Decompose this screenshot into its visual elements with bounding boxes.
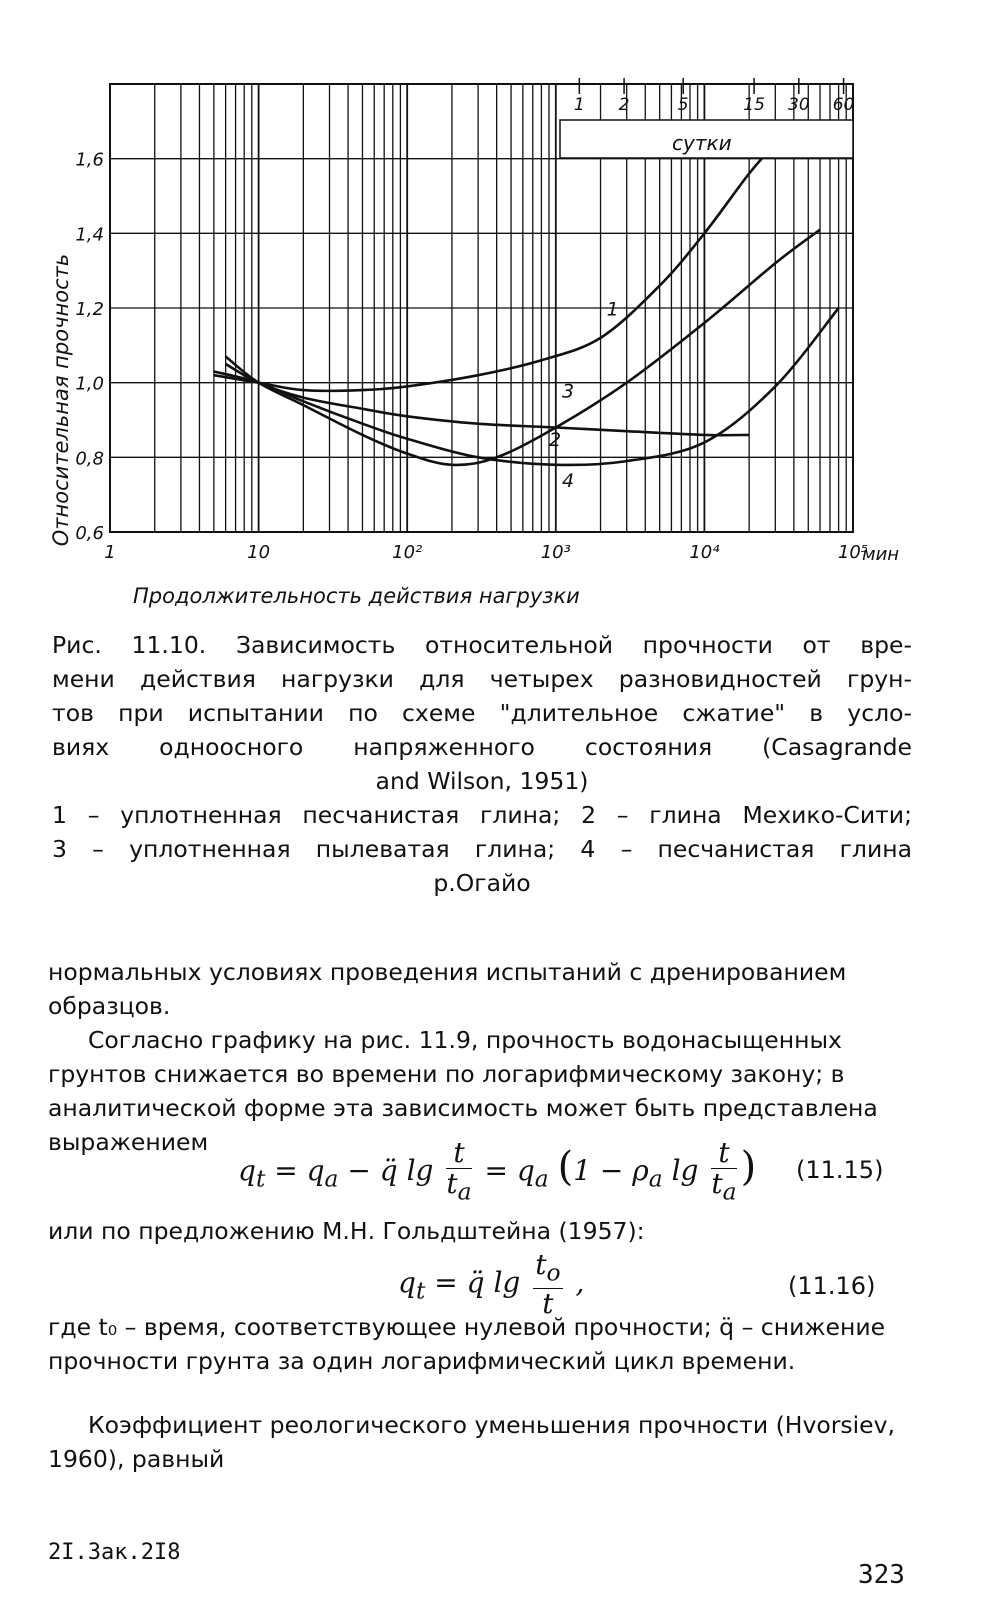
y-tick-label: 1,2 (75, 299, 104, 320)
legend-last: р.Огайо (433, 869, 531, 897)
equation-number-11-16: (11.16) (788, 1272, 876, 1300)
days-label: сутки (672, 131, 732, 155)
caption-citation: and Wilson, 1951) (375, 767, 589, 795)
days-tick-label: 2 (618, 95, 630, 115)
x-tick-label: 10² (392, 542, 423, 563)
series-label-1: 1 (606, 298, 619, 321)
chart-series (214, 144, 839, 493)
days-tick-label: 1 (573, 95, 585, 115)
print-mark: 2I.Зак.2I8 (48, 1540, 181, 1565)
paragraph-5: Коэффициент реологического уменьшения прочности (Hvorsiev, 1960), равный (48, 1411, 896, 1473)
x-tick-label: 10⁵ (837, 542, 869, 563)
paragraph-3: или по предложению М.Н. Гольдштейна (1957): (48, 1217, 645, 1245)
days-tick-label: 15 (743, 95, 765, 115)
series-label-3: 3 (561, 380, 575, 403)
strength-vs-time-chart (40, 70, 940, 630)
series-line-4 (214, 308, 839, 465)
caption-line: тов при испытании по схеме "длительное сжатие" в усло- (52, 699, 912, 727)
y-tick-label: 0,8 (75, 448, 104, 470)
caption-line: Рис. 11.10. Зависимость относительной прочности от вре- (52, 631, 912, 659)
days-tick-label: 60 (832, 95, 855, 115)
series-label-2: 2 (549, 429, 562, 452)
x-tick-labels (104, 542, 868, 563)
x-tick-label: 10³ (540, 542, 571, 563)
y-tick-label: 1,0 (75, 373, 104, 395)
y-axis-label: Относительная прочность (49, 253, 73, 547)
formula-11-15: $q_t = q_a$ − q̈ lg $\frac{t}{t_a}$ = $q_a$ ($1 - \rho_a$ lg $\frac{t}{t_a}$ ) (238, 1136, 757, 1206)
x-tick-label: 10⁴ (689, 542, 720, 563)
equation-number-11-15: (11.15) (796, 1156, 884, 1184)
x-axis-label: Продолжительность действия нагрузки (133, 584, 580, 608)
days-tick-label: 5 (677, 95, 689, 115)
series-label-4: 4 (561, 470, 575, 493)
paragraph-2: Согласно графику на рис. 11.9, прочность водонасыщенных грунтов снижается во времени по логарифмическому закону; в аналитической форме эта зависимость может быть представлена выражением (48, 1026, 878, 1156)
page-number: 323 (858, 1560, 905, 1590)
x-tick-label: 1 (104, 542, 116, 563)
legend-line: 3 – уплотненная пылеватая глина; 4 – песчанистая глина (52, 835, 912, 863)
caption-line: виях одноосного напряженного состояния (Casagrande (52, 733, 912, 761)
series-line-1 (214, 144, 775, 391)
y-tick-labels (75, 150, 104, 544)
series-line-2 (226, 364, 750, 435)
figure-caption (52, 628, 912, 900)
paragraph-4: где t₀ – время, соответствующее нулевой прочности; q̈ – снижение прочности грунта за один логарифмический цикл времени. (48, 1313, 886, 1375)
legend-line: 1 – уплотненная песчанистая глина; 2 – глина Мехико-Сити; (52, 801, 912, 829)
x-tick-label: 10 (247, 542, 271, 563)
caption-line: мени действия нагрузки для четырех разновидностей грун- (52, 665, 912, 693)
days-tick-label: 30 (788, 95, 810, 115)
x-unit-label: мин (862, 544, 900, 565)
y-tick-label: 1,4 (75, 224, 104, 246)
formula-11-16: $q_t$ = q̈ lg $\frac{t_o}{t}$ , (398, 1248, 585, 1320)
y-tick-label: 1,6 (75, 149, 104, 171)
paragraph-1: нормальных условиях проведения испытаний с дренированием образцов. (48, 958, 847, 1020)
y-tick-label: 0,6 (75, 523, 104, 544)
